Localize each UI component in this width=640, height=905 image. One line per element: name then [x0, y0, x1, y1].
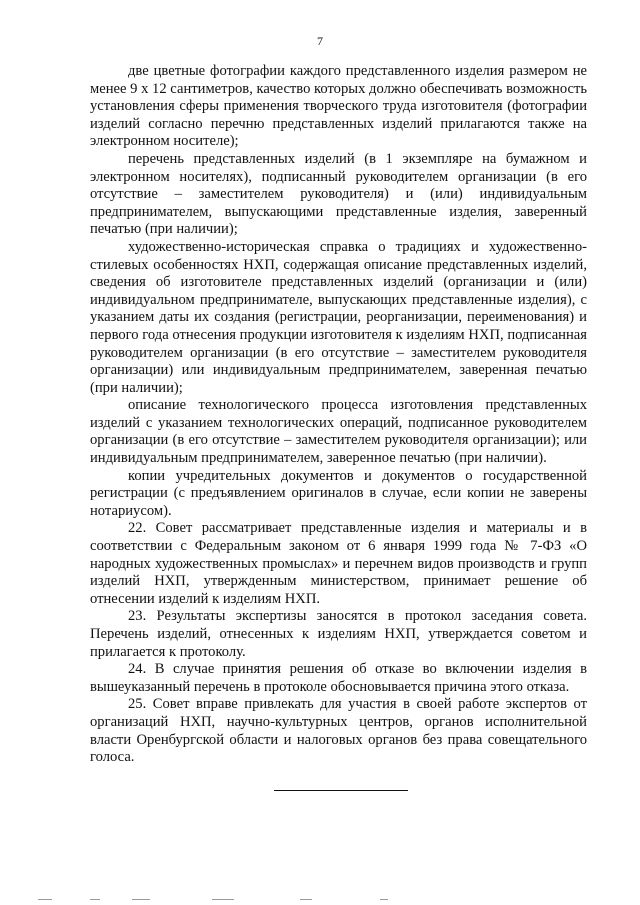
document-body	[90, 63, 587, 767]
paragraph-clause-24: 24. В случае принятия решения об отказе во включении изделия в вышеуказанный перечень в протоколе обосновывается причина этого отказа.	[90, 661, 587, 695]
paragraph-clause-25: 25. Совет вправе привлекать для участия в своей работе экспертов от организаций НХП, научно-культурных центров, органов исполнительной власти Оренбургской области и налоговых органов без права совещательного голоса.	[90, 696, 587, 766]
paragraph-clause-22: 22. Совет рассматривает представленные изделия и материалы и в соответствии с Федеральным законом от 6 января 1999 года № 7-ФЗ «О народных художественных промыслах» и перечнем видов производств и групп изделий НХП, утвержденным министерством, принимает решение об отнесении изделий к изделиям НХП.	[90, 520, 587, 607]
paragraph-photos: две цветные фотографии каждого представленного изделия размером не менее 9 х 12 сантиметров, качество которых должно обеспечивать возможность установления сферы применения творческого труда изготовителя (фотографии изделий согласно перечню представленных изделий прилагаются также на электронном носителе);	[90, 63, 587, 150]
page-number: 7	[317, 34, 323, 48]
paragraph-product-list: перечень представленных изделий (в 1 экземпляре на бумажном и электронном носителях), подписанный руководителем организации (в его отсутствие – заместителем руководителя) и (или) индивидуальным предпринимателем, выпускающими представленные изделия, заверенный печатью (при наличии);	[90, 150, 587, 238]
paragraph-technology-description: описание технологического процесса изготовления представленных изделий с указанием технологических операций, подписанное руководителем организации (в его отсутствие – заместителем руководителя организации); или индивидуальным предпринимателем, заверенное печатью (при наличии).	[90, 397, 587, 467]
paragraph-historical-reference: художественно-историческая справка о традициях и художественно-стилевых особенностях НХП, содержащая описание представленных изделий, сведения об изготовителе представленных изделий (организации и (или) индивидуальном предпринимателе, выпускающих представленные изделия), с указанием даты их создания (регистрации, реорганизации, переименования) и первого года отнесения продукции изготовителя к изделиям НХП, подписанная руководителем организации (в его отсутствие – заместителем руководителя организации) или индивидуальным предпринимателем, заверенная печатью (при наличии);	[90, 238, 587, 396]
paragraph-clause-23: 23. Результаты экспертизы заносятся в протокол заседания совета. Перечень изделий, отнесенных к изделиям НХП, утверждается советом и прилагается к протоколу.	[90, 608, 587, 660]
scan-artifact-strip	[0, 896, 640, 905]
end-divider-line	[274, 790, 408, 791]
paragraph-founding-documents: копии учредительных документов и документов о государственной регистрации (с предъявлением оригиналов в случае, если копии не заверены нотариусом).	[90, 467, 587, 519]
